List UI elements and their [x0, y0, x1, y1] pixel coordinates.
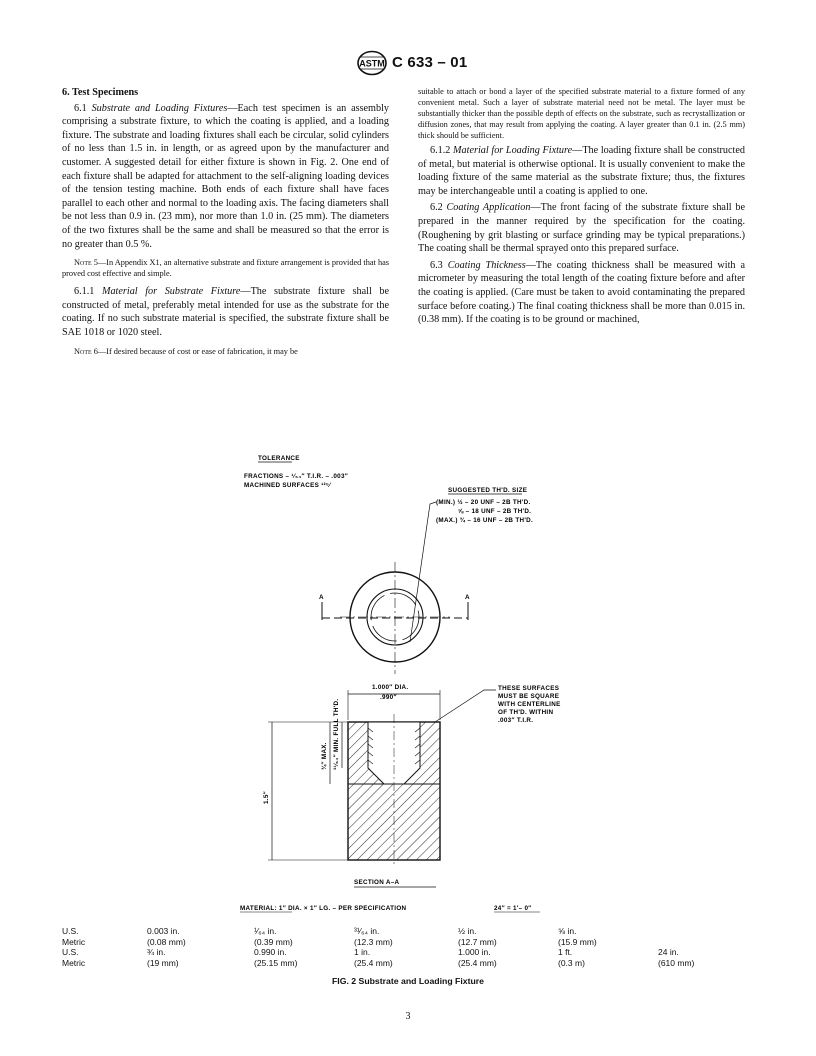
thread-size-max: (MAX.) ¾ – 16 UNF – 2B TH'D.: [436, 517, 534, 524]
thread-size-title: SUGGESTED TH'D. SIZE: [448, 487, 528, 494]
length-dimension: 1.5″: [263, 791, 270, 804]
table-row: Metric (0.08 mm) (0.39 mm) (12.3 mm) (12.7 mm) (15.9 mm): [62, 936, 597, 947]
figure-caption: FIG. 2 Substrate and Loading Fixture: [331, 976, 485, 986]
paragraph-6-1-1: 6.1.1 Material for Substrate Fixture—The substrate fixture shall be constructed of metal, preferably metal intended for use as the substrate for the coating. If no such substrate material is specified, the substrate fixture shall be SAE 1018 or 1020 steel.: [62, 286, 389, 338]
note-6: Note 6—If desired because of cost or ease of fabrication, it may be: [74, 346, 298, 356]
square-note-3: WITH CENTERLINE: [498, 701, 561, 708]
thread-size-min: (MIN.) ½ – 20 UNF – 2B TH'D.: [436, 499, 531, 506]
depth-min-dimension: ³¹⁄₆₄″ MIN. FULL TH'D.: [333, 698, 340, 770]
section-mark-right: A: [465, 594, 470, 601]
diameter-min: .990″: [380, 694, 397, 701]
document-id: C 633 – 01: [392, 54, 468, 71]
note-5: Note 5—In Appendix X1, an alternative substrate and fixture arrangement is provided that has proved cost effective and simple.: [62, 258, 389, 279]
paragraph-6-1-2: 6.1.2 Material for Loading Fixture—The loading fixture shall be constructed of metal, but material is otherwise optional. It is usually convenient to make the loading fixture of the same material as the substrate fixture; thus, the fixtures may be interchangeable until a coating is applied to one.: [418, 145, 745, 197]
diameter-max: 1.000″ DIA.: [372, 684, 409, 691]
paragraph-6-1: 6.1 Substrate and Loading Fixtures—Each test specimen is an assembly comprising a substrate fixture, to which the coating is applied, and a loading fixture. The substrate and loading fixtures shall each be circular, solid cylinders of no less than 1.5 in. in length, or as agreed upon by the manufacturer and customer. A suggested detail for either fixture is shown in Fig. 2. One end of each fixture shall be adapted for attachment to the self-aligning loading devices of the tension testing machine. Both ends of each fixture shall have faces parallel to each other and normal to the loading axis. The facing diameters shall be not less than 0.9 in. (23 mm), nor more than 1.0 in. (25 mm). The diameters of the two fixtures shall be the same and shall be measured so that the error is no greater than 0.5 %.: [62, 102, 389, 250]
square-note-4: OF TH'D. WITHIN: [498, 709, 554, 716]
scale-note: 24″ = 1′– 0″: [494, 905, 532, 912]
section-mark-left: A: [319, 594, 324, 601]
unit-conversion-table: [62, 926, 752, 968]
figure-2-drawing: [230, 452, 600, 922]
tolerance-surfaces: MACHINED SURFACES ¹²⁵⁄: [244, 482, 331, 489]
table-row: Metric (19 mm) (25.15 mm) (25.4 mm) (25.4 mm) (0.3 m) (610 mm): [62, 957, 695, 968]
left-column: [62, 86, 389, 363]
paragraph-6-3: 6.3 Coating Thickness—The coating thickness shall be measured with a micrometer by measuring the total length of the coating fixture before and after the coating is applied. (Care must be taken to avoid contaminating the prepared surface before coating.) The final coating thickness shall be more than 0.015 in. (0.38 mm). If the coating is to be ground or machined,: [418, 259, 746, 326]
page-header: [0, 50, 816, 78]
note-6-continued: suitable to attach or bond a layer of the specified substrate material to a fixture formed of any convenient metal. Such a layer of substrate material need not be metal. The layer must be substantially thicker than the possible depth of effects on the substrate, such as recrystallization or diffusion zones, that may result from applying the coating. A layer greater than 0.1 in. (2.5 mm) thick should be sufficient.: [418, 87, 745, 140]
page-number: 3: [405, 1011, 411, 1022]
square-note-1: THESE SURFACES: [498, 685, 560, 692]
square-note-2: MUST BE SQUARE: [498, 693, 560, 700]
svg-text:ASTM: ASTM: [359, 58, 385, 69]
tolerance-fractions: FRACTIONS – ¹⁄₆₄″ T.I.R. – .003″: [244, 473, 349, 480]
material-note: MATERIAL: 1″ DIA. × 1″ LG. – PER SPECIFICATION: [240, 905, 407, 912]
right-column: [418, 86, 745, 330]
table-row: U.S. ¾ in. 0.990 in. 1 in. 1.000 in. 1 ft. 24 in.: [62, 947, 679, 957]
square-note-5: .003″ T.I.R.: [498, 717, 534, 724]
section-title: SECTION A–A: [354, 879, 400, 886]
table-row: U.S. 0.003 in. ¹⁄₆₄ in. ³¹⁄₆₄ in. ½ in. ⅝ in.: [62, 926, 577, 936]
astm-logo-icon: [356, 50, 388, 76]
thread-size-mid: ⅝ – 18 UNF – 2B TH'D.: [458, 508, 532, 515]
depth-max-dimension: ¾″ MAX.: [321, 742, 328, 770]
paragraph-6-2: 6.2 Coating Application—The front facing of the substrate fixture shall be prepared in the manner required by the specification for the coating. (Roughening by grit blasting or surface grinding may be typical preparations.) The coating shall be thermal sprayed onto this prepared surface.: [418, 202, 745, 255]
tolerance-title: TOLERANCE: [258, 455, 300, 462]
section-heading: 6. Test Specimens: [62, 87, 139, 98]
